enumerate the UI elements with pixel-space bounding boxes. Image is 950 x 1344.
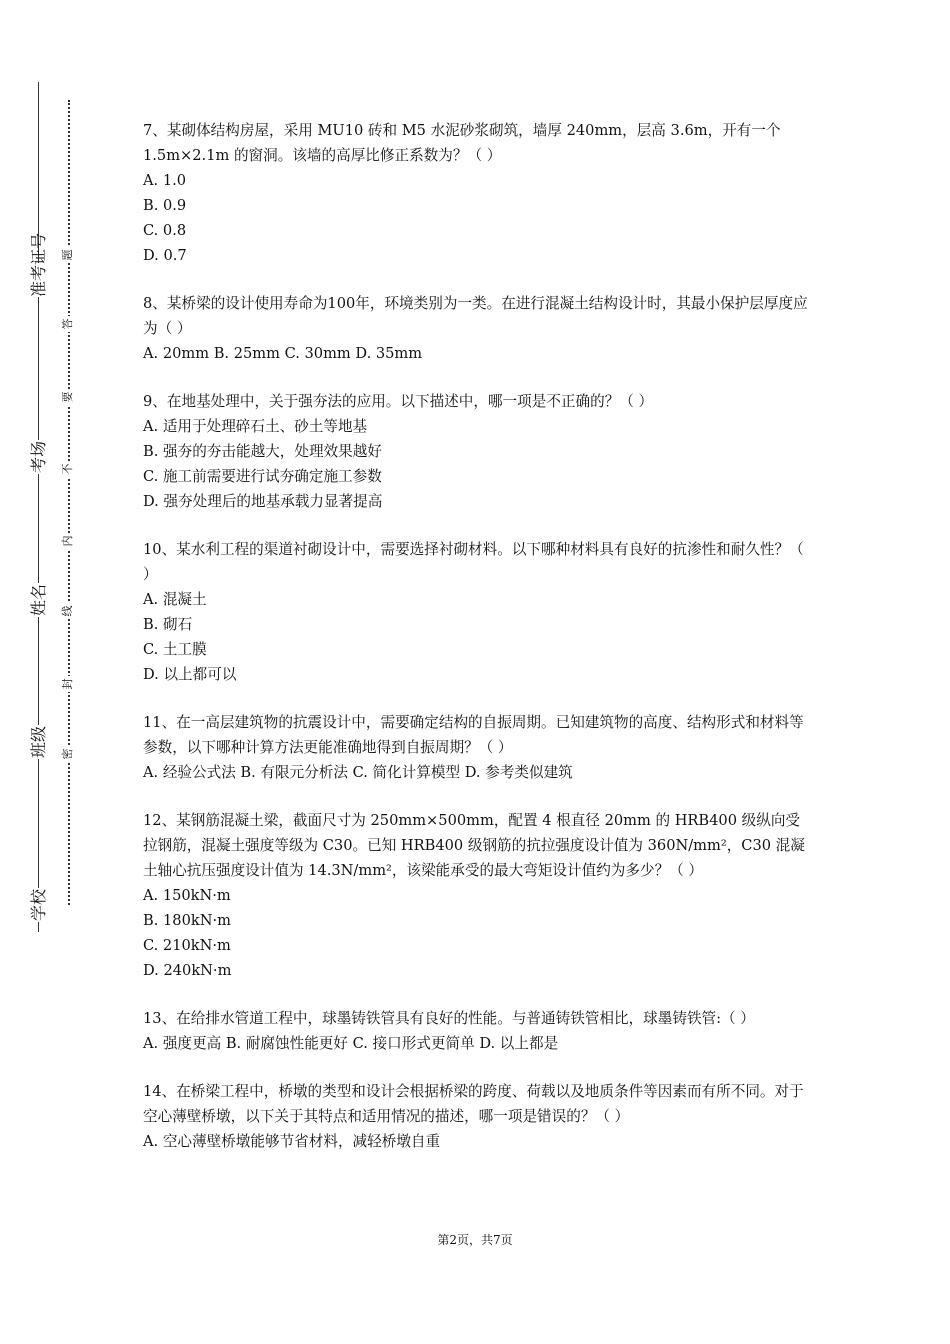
- option-b: B. 砌石: [143, 616, 193, 633]
- option-b: B. 强夯的夯击能越大，处理效果越好: [143, 443, 382, 460]
- seal-char: 线: [60, 603, 76, 619]
- question-stem: 14、在桥梁工程中，桥墩的类型和设计会根据桥梁的跨度、荷载以及地质条件等因素而有所不同。对于空心薄壁桥墩，以下关于其特点和适用情况的描述，哪一项是错误的？（ ）: [143, 1083, 804, 1125]
- option-b: B. 180kN·m: [143, 912, 231, 929]
- school-label: 学校: [29, 889, 48, 922]
- question-10: [143, 537, 813, 687]
- question-11: [143, 710, 813, 785]
- seal-char: 密: [60, 746, 76, 762]
- page-footer: 第2页，共7页: [437, 1233, 513, 1247]
- seal-char: 不: [60, 461, 76, 477]
- exam-room-label: 考场: [29, 441, 48, 474]
- question-13: [143, 1006, 813, 1056]
- option-d: D. 0.7: [143, 247, 187, 264]
- option-c: C. 施工前需要进行试夯确定施工参数: [143, 468, 382, 485]
- option-b: B. 0.9: [143, 197, 187, 214]
- question-stem: 12、某钢筋混凝土梁，截面尺寸为 250mm×500mm，配置 4 根直径 20mm 的 HRB400 级纵向受拉钢筋，混凝土强度等级为 C30。已知 HRB400 级钢筋的抗拉强度设计值为 360N/mm²，C30 混凝土轴心抗压强度设计值为 14.3N/mm²，该梁能承受的最大弯矩设计值约为多少？（ ）: [143, 812, 805, 879]
- question-stem: 11、在一高层建筑物的抗震设计中，需要确定结构的自振周期。已知建筑物的高度、结构形式和材料等参数，以下哪种计算方法更能准确地得到自振周期？（ ）: [143, 714, 804, 756]
- option-c: C. 210kN·m: [143, 937, 231, 954]
- option-a: A. 空心薄壁桥墩能够节省材料，减轻桥墩自重: [143, 1133, 441, 1150]
- inline-options: A. 20mm B. 25mm C. 30mm D. 35mm: [143, 345, 423, 362]
- inline-options: A. 经验公式法 B. 有限元分析法 C. 简化计算模型 D. 参考类似建筑: [143, 764, 573, 781]
- seal-char: 答: [60, 316, 76, 332]
- option-a: A. 混凝土: [143, 591, 207, 608]
- option-a: A. 适用于处理碎石土、砂土等地基: [143, 418, 368, 435]
- name-label: 姓名: [29, 584, 48, 617]
- question-stem: 7、某砌体结构房屋，采用 MU10 砖和 M5 水泥砂浆砌筑，墙厚 240mm，层高 3.6m，开有一个 1.5m×2.1m 的窗洞。该墙的高厚比修正系数为？（ ）: [143, 122, 781, 164]
- inline-options: A. 强度更高 B. 耐腐蚀性能更好 C. 接口形式更简单 D. 以上都是: [143, 1035, 559, 1052]
- option-a: A. 1.0: [143, 172, 187, 189]
- exam-id-label: 准考证号: [29, 232, 48, 297]
- class-label: 班级: [29, 726, 48, 759]
- question-list: [143, 118, 813, 1177]
- question-stem: 8、某桥梁的设计使用寿命为100年，环境类别为一类。在进行混凝土结构设计时，其最小保护层厚度应为（ ）: [143, 295, 808, 337]
- question-7: [143, 118, 813, 268]
- seal-char: 要: [60, 389, 76, 405]
- seal-dotted-line: [68, 100, 70, 905]
- binding-margin: [0, 0, 80, 1344]
- question-9: [143, 389, 813, 514]
- option-a: A. 150kN·m: [143, 887, 231, 904]
- question-stem: 10、某水利工程的渠道衬砌设计中，需要选择衬砌材料。以下哪种材料具有良好的抗渗性和耐久性？（ ）: [143, 541, 804, 583]
- question-stem: 13、在给排水管道工程中，球墨铸铁管具有良好的性能。与普通铸铁管相比，球墨铸铁管:（ ）: [143, 1010, 755, 1027]
- question-8: [143, 291, 813, 366]
- seal-char: 内: [60, 533, 76, 549]
- option-d: D. 240kN·m: [143, 962, 232, 979]
- seal-char: 题: [60, 247, 76, 263]
- question-12: [143, 808, 813, 983]
- question-14: [143, 1079, 813, 1154]
- option-d: D. 强夯处理后的地基承载力显著提高: [143, 493, 383, 510]
- seal-char: 封: [60, 676, 76, 692]
- option-d: D. 以上都可以: [143, 666, 237, 683]
- option-c: C. 土工膜: [143, 641, 207, 658]
- option-c: C. 0.8: [143, 222, 187, 239]
- binding-solid-line: [38, 82, 39, 932]
- question-stem: 9、在地基处理中，关于强夯法的应用。以下描述中，哪一项是不正确的？（ ）: [143, 393, 654, 410]
